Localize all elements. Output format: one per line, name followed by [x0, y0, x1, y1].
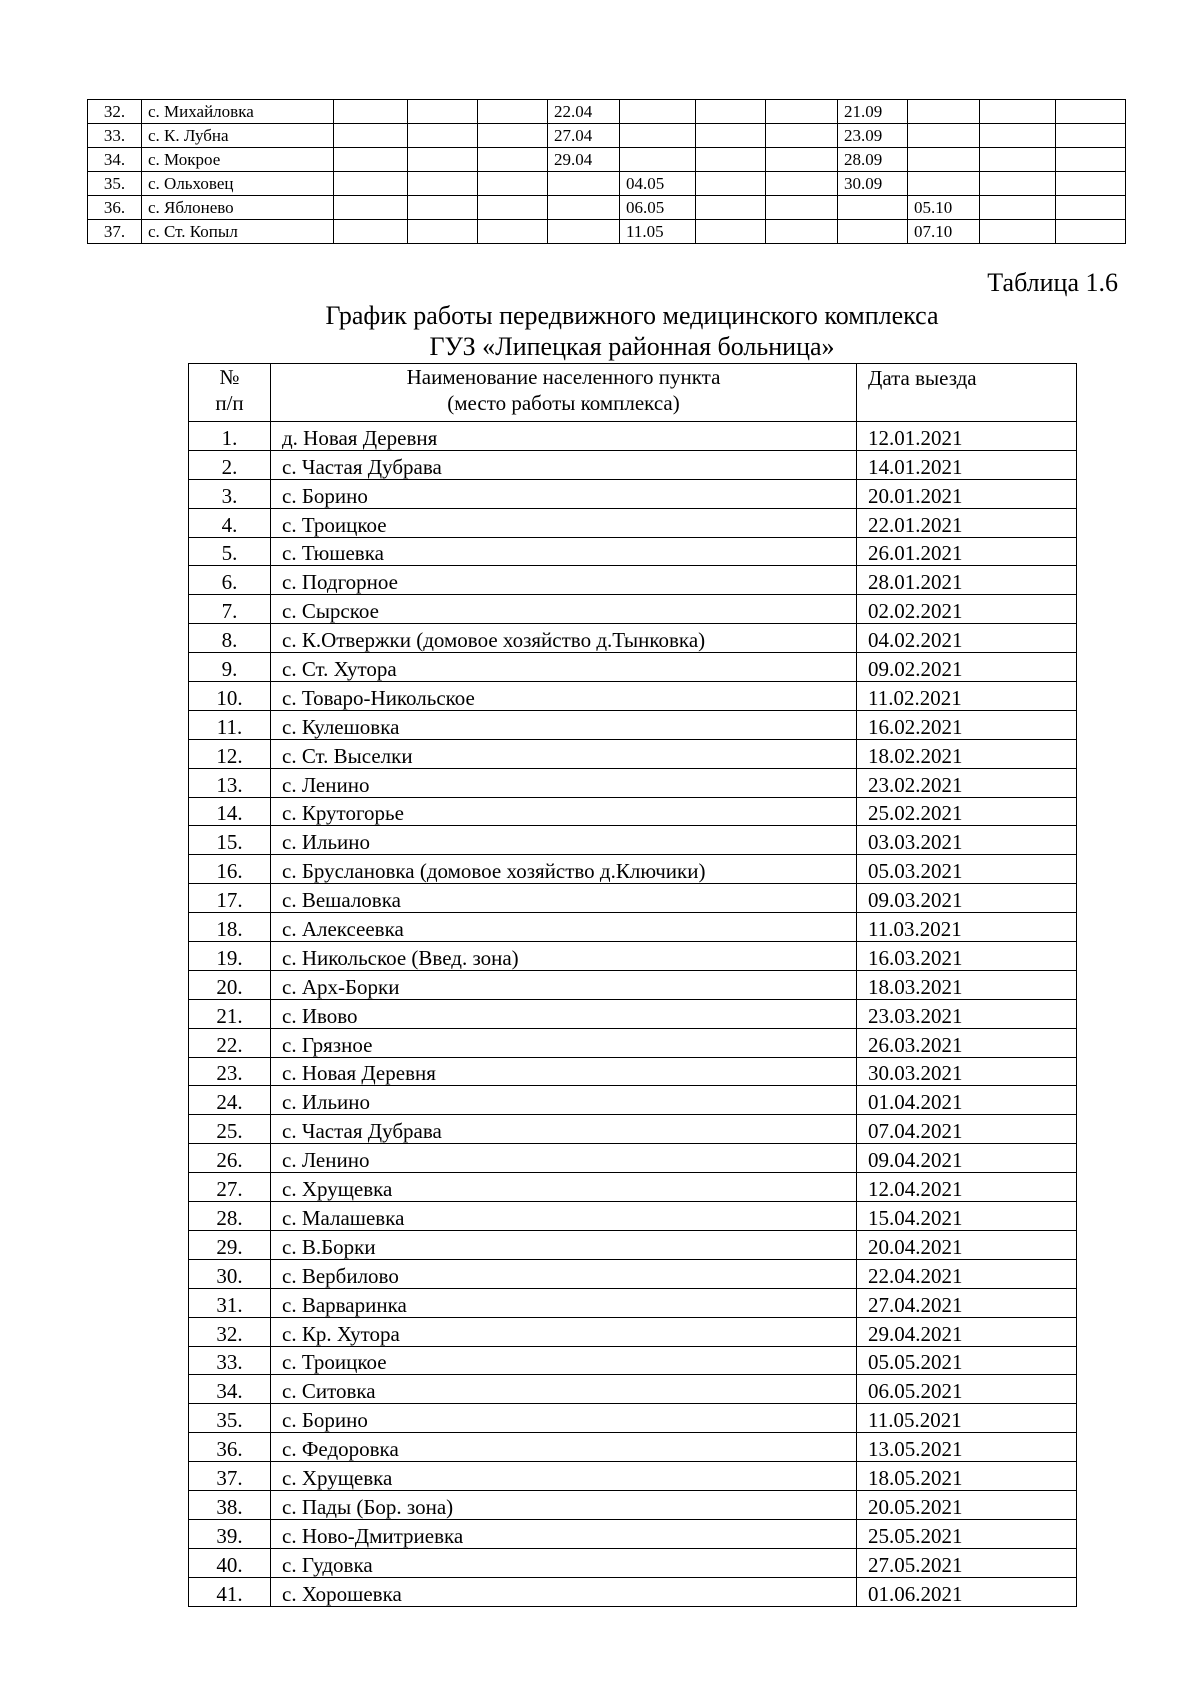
- table-row: [189, 682, 1077, 711]
- date-cell: [980, 220, 1056, 244]
- locality-name: с. Арх-Борки: [271, 970, 857, 999]
- date-cell: [696, 100, 766, 124]
- locality-name: с. Алексеевка: [271, 913, 857, 942]
- departure-date: 09.04.2021: [857, 1144, 1077, 1173]
- locality-name: с. Ст. Копыл: [142, 220, 334, 244]
- date-cell: [908, 100, 980, 124]
- departure-date: 04.02.2021: [857, 624, 1077, 653]
- row-number: 26.: [189, 1144, 271, 1173]
- locality-name: с. Никольское (Введ. зона): [271, 942, 857, 971]
- date-cell: [334, 172, 408, 196]
- date-cell: [548, 196, 620, 220]
- table-row: [189, 1317, 1077, 1346]
- date-cell: 23.09: [838, 124, 908, 148]
- row-number: 28.: [189, 1202, 271, 1231]
- row-number: 35.: [189, 1404, 271, 1433]
- header-number: [189, 364, 271, 422]
- locality-name: с. Ильино: [271, 1086, 857, 1115]
- date-cell: [696, 172, 766, 196]
- date-cell: [620, 100, 696, 124]
- departure-date: 11.02.2021: [857, 682, 1077, 711]
- row-number: 39.: [189, 1519, 271, 1548]
- date-cell: [980, 196, 1056, 220]
- locality-name: с. Варваринка: [271, 1288, 857, 1317]
- date-cell: [478, 148, 548, 172]
- date-cell: [766, 124, 838, 148]
- locality-name: с. Тюшевка: [271, 537, 857, 566]
- table-row: [88, 100, 1126, 124]
- table-row: [189, 595, 1077, 624]
- table-row: [189, 1577, 1077, 1606]
- row-number: 32.: [189, 1317, 271, 1346]
- row-number: 7.: [189, 595, 271, 624]
- departure-date: 27.04.2021: [857, 1288, 1077, 1317]
- row-number: 33.: [88, 124, 142, 148]
- row-number: 34.: [189, 1375, 271, 1404]
- date-cell: [766, 172, 838, 196]
- departure-date: 22.01.2021: [857, 508, 1077, 537]
- date-cell: [478, 172, 548, 196]
- row-number: 14.: [189, 797, 271, 826]
- date-cell: [334, 100, 408, 124]
- row-number: 37.: [88, 220, 142, 244]
- row-number: 36.: [88, 196, 142, 220]
- table-label: Таблица 1.6: [987, 268, 1118, 297]
- locality-name: с. Ново-Дмитриевка: [271, 1519, 857, 1548]
- row-number: 34.: [88, 148, 142, 172]
- row-number: 21.: [189, 999, 271, 1028]
- table-row: [189, 537, 1077, 566]
- row-number: 32.: [88, 100, 142, 124]
- date-cell: [1056, 124, 1126, 148]
- departure-date: 27.05.2021: [857, 1548, 1077, 1577]
- table-row: [189, 797, 1077, 826]
- table-row: [189, 1259, 1077, 1288]
- table-row: [189, 653, 1077, 682]
- departure-date: 06.05.2021: [857, 1375, 1077, 1404]
- departure-date: 20.01.2021: [857, 479, 1077, 508]
- date-cell: 22.04: [548, 100, 620, 124]
- date-cell: [980, 148, 1056, 172]
- departure-date: 22.04.2021: [857, 1259, 1077, 1288]
- locality-name: с. Борино: [271, 1404, 857, 1433]
- locality-name: с. Вешаловка: [271, 884, 857, 913]
- locality-name: с. Кр. Хутора: [271, 1317, 857, 1346]
- row-number: 35.: [88, 172, 142, 196]
- row-number: 20.: [189, 970, 271, 999]
- schedule-table-header: [189, 364, 1077, 422]
- table-row: [189, 1346, 1077, 1375]
- date-cell: [980, 172, 1056, 196]
- date-cell: 06.05: [620, 196, 696, 220]
- departure-date: 26.03.2021: [857, 1028, 1077, 1057]
- row-number: 41.: [189, 1577, 271, 1606]
- row-number: 17.: [189, 884, 271, 913]
- table-row: [189, 1144, 1077, 1173]
- departure-date: 26.01.2021: [857, 537, 1077, 566]
- date-cell: [980, 100, 1056, 124]
- date-cell: 05.10: [908, 196, 980, 220]
- table-row: [189, 768, 1077, 797]
- locality-name: с. Кулешовка: [271, 710, 857, 739]
- date-cell: [1056, 100, 1126, 124]
- departure-date: 23.02.2021: [857, 768, 1077, 797]
- locality-name: с. Хрущевка: [271, 1462, 857, 1491]
- row-number: 12.: [189, 739, 271, 768]
- departure-date: 01.04.2021: [857, 1086, 1077, 1115]
- row-number: 22.: [189, 1028, 271, 1057]
- row-number: 4.: [189, 508, 271, 537]
- locality-name: с. Крутогорье: [271, 797, 857, 826]
- date-cell: 21.09: [838, 100, 908, 124]
- date-cell: [334, 124, 408, 148]
- date-cell: [696, 148, 766, 172]
- header-number-line-2: п/п: [215, 391, 244, 415]
- departure-date: 25.02.2021: [857, 797, 1077, 826]
- departure-date: 12.01.2021: [857, 422, 1077, 451]
- table-row: [189, 1288, 1077, 1317]
- date-cell: 29.04: [548, 148, 620, 172]
- date-cell: [478, 196, 548, 220]
- row-number: 36.: [189, 1433, 271, 1462]
- departure-date: 16.02.2021: [857, 710, 1077, 739]
- locality-name: с. Ст. Выселки: [271, 739, 857, 768]
- row-number: 30.: [189, 1259, 271, 1288]
- row-number: 10.: [189, 682, 271, 711]
- row-number: 15.: [189, 826, 271, 855]
- row-number: 11.: [189, 710, 271, 739]
- locality-name: с. Пады (Бор. зона): [271, 1490, 857, 1519]
- table-row: [189, 1202, 1077, 1231]
- table-row: [88, 220, 1126, 244]
- locality-name: с. Ленино: [271, 768, 857, 797]
- header-number-line-1: №: [219, 365, 240, 389]
- departure-date: 20.05.2021: [857, 1490, 1077, 1519]
- row-number: 33.: [189, 1346, 271, 1375]
- table-row: [189, 1433, 1077, 1462]
- row-number: 9.: [189, 653, 271, 682]
- date-cell: [408, 220, 478, 244]
- locality-name: д. Новая Деревня: [271, 422, 857, 451]
- table-row: [189, 884, 1077, 913]
- row-number: 23.: [189, 1057, 271, 1086]
- locality-name: с. Ильино: [271, 826, 857, 855]
- table-row: [189, 1057, 1077, 1086]
- locality-name: с. К. Лубна: [142, 124, 334, 148]
- departure-date: 11.03.2021: [857, 913, 1077, 942]
- title-line-2: ГУЗ «Липецкая районная больница»: [429, 332, 835, 361]
- table-row: [189, 999, 1077, 1028]
- row-number: 40.: [189, 1548, 271, 1577]
- table-row: [189, 1404, 1077, 1433]
- locality-name: с. В.Борки: [271, 1230, 857, 1259]
- table-row: [189, 1230, 1077, 1259]
- date-cell: [408, 172, 478, 196]
- departure-date: 11.05.2021: [857, 1404, 1077, 1433]
- page-title: [188, 300, 1076, 362]
- departure-date: 09.03.2021: [857, 884, 1077, 913]
- locality-name: с. Ситовка: [271, 1375, 857, 1404]
- table-row: [189, 710, 1077, 739]
- mobile-complex-schedule-table: [188, 363, 1077, 1607]
- date-cell: [696, 196, 766, 220]
- date-cell: [1056, 172, 1126, 196]
- locality-name: с. Новая Деревня: [271, 1057, 857, 1086]
- date-cell: 07.10: [908, 220, 980, 244]
- departure-date: 02.02.2021: [857, 595, 1077, 624]
- date-cell: 11.05: [620, 220, 696, 244]
- date-cell: [838, 196, 908, 220]
- table-row: [189, 913, 1077, 942]
- table-row: [189, 1519, 1077, 1548]
- date-cell: 28.09: [838, 148, 908, 172]
- locality-name: с. Хрущевка: [271, 1173, 857, 1202]
- date-cell: [696, 124, 766, 148]
- departure-date: 23.03.2021: [857, 999, 1077, 1028]
- row-number: 18.: [189, 913, 271, 942]
- date-cell: [620, 124, 696, 148]
- date-cell: [838, 220, 908, 244]
- date-cell: [1056, 148, 1126, 172]
- table-row: [88, 124, 1126, 148]
- table-row: [189, 739, 1077, 768]
- locality-name: с. Ст. Хутора: [271, 653, 857, 682]
- departure-date: 05.03.2021: [857, 855, 1077, 884]
- date-cell: [478, 100, 548, 124]
- departure-date: 18.05.2021: [857, 1462, 1077, 1491]
- header-locality: [271, 364, 857, 422]
- table-row: [189, 1490, 1077, 1519]
- table-row: [189, 1028, 1077, 1057]
- table-row: [88, 172, 1126, 196]
- locality-name: с. Михайловка: [142, 100, 334, 124]
- table-row: [189, 624, 1077, 653]
- date-cell: [334, 220, 408, 244]
- departure-date: 25.05.2021: [857, 1519, 1077, 1548]
- row-number: 3.: [189, 479, 271, 508]
- departure-date: 16.03.2021: [857, 942, 1077, 971]
- header-departure-date-label: Дата выезда: [868, 366, 977, 390]
- row-number: 13.: [189, 768, 271, 797]
- departure-date: 14.01.2021: [857, 450, 1077, 479]
- locality-name: с. Бруслановка (домовое хозяйство д.Ключики): [271, 855, 857, 884]
- departure-date: 15.04.2021: [857, 1202, 1077, 1231]
- departure-date: 18.03.2021: [857, 970, 1077, 999]
- date-cell: [696, 220, 766, 244]
- row-number: 5.: [189, 537, 271, 566]
- locality-name: с. Ленино: [271, 1144, 857, 1173]
- table-row: [189, 1375, 1077, 1404]
- table-row: [88, 196, 1126, 220]
- table-row: [189, 1462, 1077, 1491]
- date-cell: [408, 148, 478, 172]
- locality-name: с. Ивово: [271, 999, 857, 1028]
- date-cell: [1056, 196, 1126, 220]
- schedule-continuation-table: [87, 99, 1126, 244]
- row-number: 25.: [189, 1115, 271, 1144]
- date-cell: [766, 100, 838, 124]
- header-locality-line-1: Наименование населенного пункта: [406, 365, 721, 389]
- locality-name: с. Хорошевка: [271, 1577, 857, 1606]
- locality-name: с. Борино: [271, 479, 857, 508]
- locality-name: с. Мокрое: [142, 148, 334, 172]
- table-row: [189, 508, 1077, 537]
- table-row: [189, 1086, 1077, 1115]
- table-row: [189, 450, 1077, 479]
- date-cell: 30.09: [838, 172, 908, 196]
- date-cell: [408, 100, 478, 124]
- row-number: 37.: [189, 1462, 271, 1491]
- locality-name: с. К.Отвержки (домовое хозяйство д.Тынковка): [271, 624, 857, 653]
- locality-name: с. Частая Дубрава: [271, 1115, 857, 1144]
- departure-date: 07.04.2021: [857, 1115, 1077, 1144]
- departure-date: 09.02.2021: [857, 653, 1077, 682]
- departure-date: 30.03.2021: [857, 1057, 1077, 1086]
- table-row: [88, 148, 1126, 172]
- row-number: 8.: [189, 624, 271, 653]
- table-row: [189, 1548, 1077, 1577]
- table-row: [189, 566, 1077, 595]
- table-row: [189, 479, 1077, 508]
- table-row: [189, 942, 1077, 971]
- row-number: 16.: [189, 855, 271, 884]
- date-cell: [478, 220, 548, 244]
- locality-name: с. Троицкое: [271, 1346, 857, 1375]
- departure-date: 20.04.2021: [857, 1230, 1077, 1259]
- row-number: 2.: [189, 450, 271, 479]
- locality-name: с. Товаро-Никольское: [271, 682, 857, 711]
- table-row: [189, 855, 1077, 884]
- title-line-1: График работы передвижного медицинского комплекса: [325, 301, 939, 330]
- locality-name: с. Малашевка: [271, 1202, 857, 1231]
- departure-date: 13.05.2021: [857, 1433, 1077, 1462]
- departure-date: 05.05.2021: [857, 1346, 1077, 1375]
- continuation-table-body: [88, 100, 1126, 244]
- header-locality-line-2: (место работы комплекса): [447, 391, 680, 415]
- locality-name: с. Ольховец: [142, 172, 334, 196]
- date-cell: [408, 196, 478, 220]
- date-cell: [548, 220, 620, 244]
- table-row: [189, 826, 1077, 855]
- row-number: 19.: [189, 942, 271, 971]
- date-cell: [334, 148, 408, 172]
- locality-name: с. Троицкое: [271, 508, 857, 537]
- departure-date: 18.02.2021: [857, 739, 1077, 768]
- schedule-table-body: [189, 422, 1077, 1607]
- row-number: 27.: [189, 1173, 271, 1202]
- date-cell: [766, 196, 838, 220]
- row-number: 6.: [189, 566, 271, 595]
- row-number: 29.: [189, 1230, 271, 1259]
- date-cell: [334, 196, 408, 220]
- table-row: [189, 1115, 1077, 1144]
- row-number: 31.: [189, 1288, 271, 1317]
- departure-date: 03.03.2021: [857, 826, 1077, 855]
- date-cell: [408, 124, 478, 148]
- locality-name: с. Вербилово: [271, 1259, 857, 1288]
- date-cell: [908, 124, 980, 148]
- locality-name: с. Гудовка: [271, 1548, 857, 1577]
- date-cell: 27.04: [548, 124, 620, 148]
- date-cell: [1056, 220, 1126, 244]
- row-number: 38.: [189, 1490, 271, 1519]
- table-row: [189, 422, 1077, 451]
- departure-date: 28.01.2021: [857, 566, 1077, 595]
- locality-name: с. Федоровка: [271, 1433, 857, 1462]
- departure-date: 29.04.2021: [857, 1317, 1077, 1346]
- departure-date: 12.04.2021: [857, 1173, 1077, 1202]
- locality-name: с. Подгорное: [271, 566, 857, 595]
- locality-name: с. Частая Дубрава: [271, 450, 857, 479]
- date-cell: [478, 124, 548, 148]
- date-cell: [548, 172, 620, 196]
- date-cell: [980, 124, 1056, 148]
- date-cell: [908, 148, 980, 172]
- date-cell: 04.05: [620, 172, 696, 196]
- table-row: [189, 1173, 1077, 1202]
- date-cell: [908, 172, 980, 196]
- row-number: 24.: [189, 1086, 271, 1115]
- row-number: 1.: [189, 422, 271, 451]
- date-cell: [766, 148, 838, 172]
- header-row: [189, 364, 1077, 422]
- table-row: [189, 970, 1077, 999]
- locality-name: с. Яблонево: [142, 196, 334, 220]
- header-departure-date: [857, 364, 1077, 422]
- departure-date: 01.06.2021: [857, 1577, 1077, 1606]
- locality-name: с. Сырское: [271, 595, 857, 624]
- locality-name: с. Грязное: [271, 1028, 857, 1057]
- date-cell: [620, 148, 696, 172]
- date-cell: [766, 220, 838, 244]
